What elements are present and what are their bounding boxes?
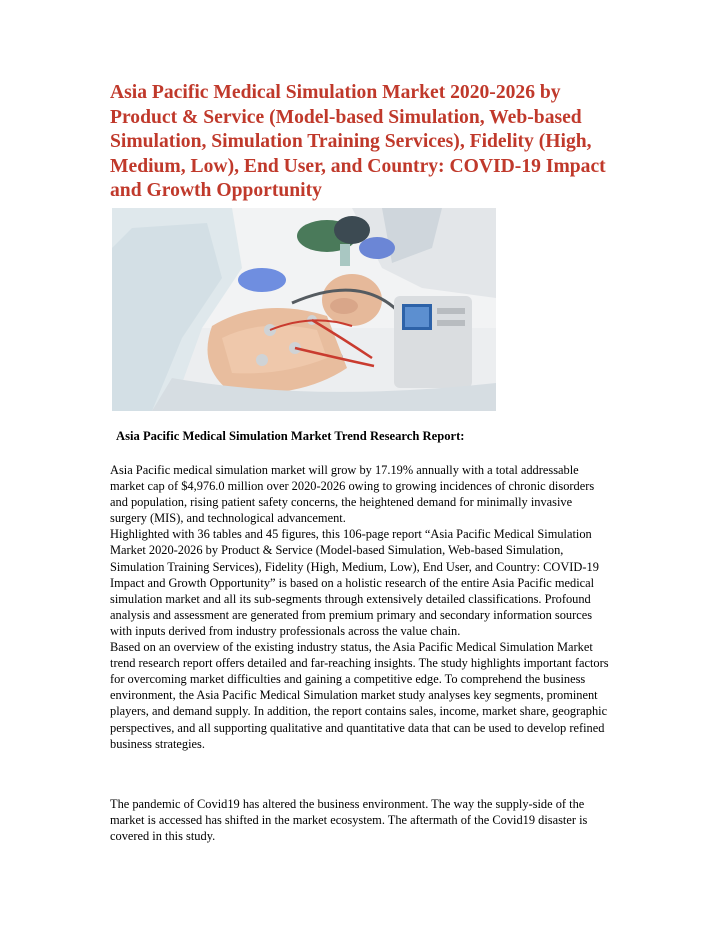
body-paragraph: Highlighted with 36 tables and 45 figures, this 106-page report “Asia Pacific Medical Simulation Market 2020-2026 by Product & Service (Model-based Simulation, Web-based Simulation, Simulation Training Services), Fidelity (High, Medium, Low), End User, and Country: COVID-19 Impact and Growth Opportunity” is based on a holistic research of the entire Asia Pacific medical simulation market and all its sub-segments through extensively detailed classifications. Profound analysis and assessment are generated from premium primary and secondary information sources with inputs derived from industry professionals across the value chain.	[110, 527, 599, 638]
medical-simulation-photo	[112, 208, 496, 411]
section-subheading: Asia Pacific Medical Simulation Market Trend Research Report:	[116, 429, 465, 443]
body-paragraph: Based on an overview of the existing industry status, the Asia Pacific Medical Simulation Market trend research report offers detailed and far-reaching insights. The study highlights important factors for overcoming market difficulties and gaining a competitive edge. To comprehend the business environment, the Asia Pacific Medical Simulation market study analyses key segments, prominent players, and demand supply. In addition, the report contains sales, income, market share, geographic perspectives, and all supporting qualitative and quantitative data that can be used to develop refined business strategies.	[110, 640, 609, 751]
closing-text	[110, 796, 610, 844]
document-title: Asia Pacific Medical Simulation Market 2020-2026 by Product & Service (Model-based Simulation, Web-based Simulation, Simulation Training Services), Fidelity (High, Medium, Low), End User, and Country: COVID-19 Impact and Growth Opportunity	[110, 82, 606, 201]
closing-paragraph: The pandemic of Covid19 has altered the business environment. The way the supply-side of the market is accessed has shifted in the market ecosystem. The aftermath of the Covid19 disaster is covered in this study.	[110, 797, 588, 844]
body-paragraph: Asia Pacific medical simulation market will grow by 17.19% annually with a total addressable market cap of $4,976.0 million over 2020-2026 owing to growing incidences of chronic disorders and population, rising patient safety concerns, the heightened demand for minimally invasive surgery (MIS), and technological advancement.	[110, 463, 595, 526]
body-text	[110, 462, 610, 752]
